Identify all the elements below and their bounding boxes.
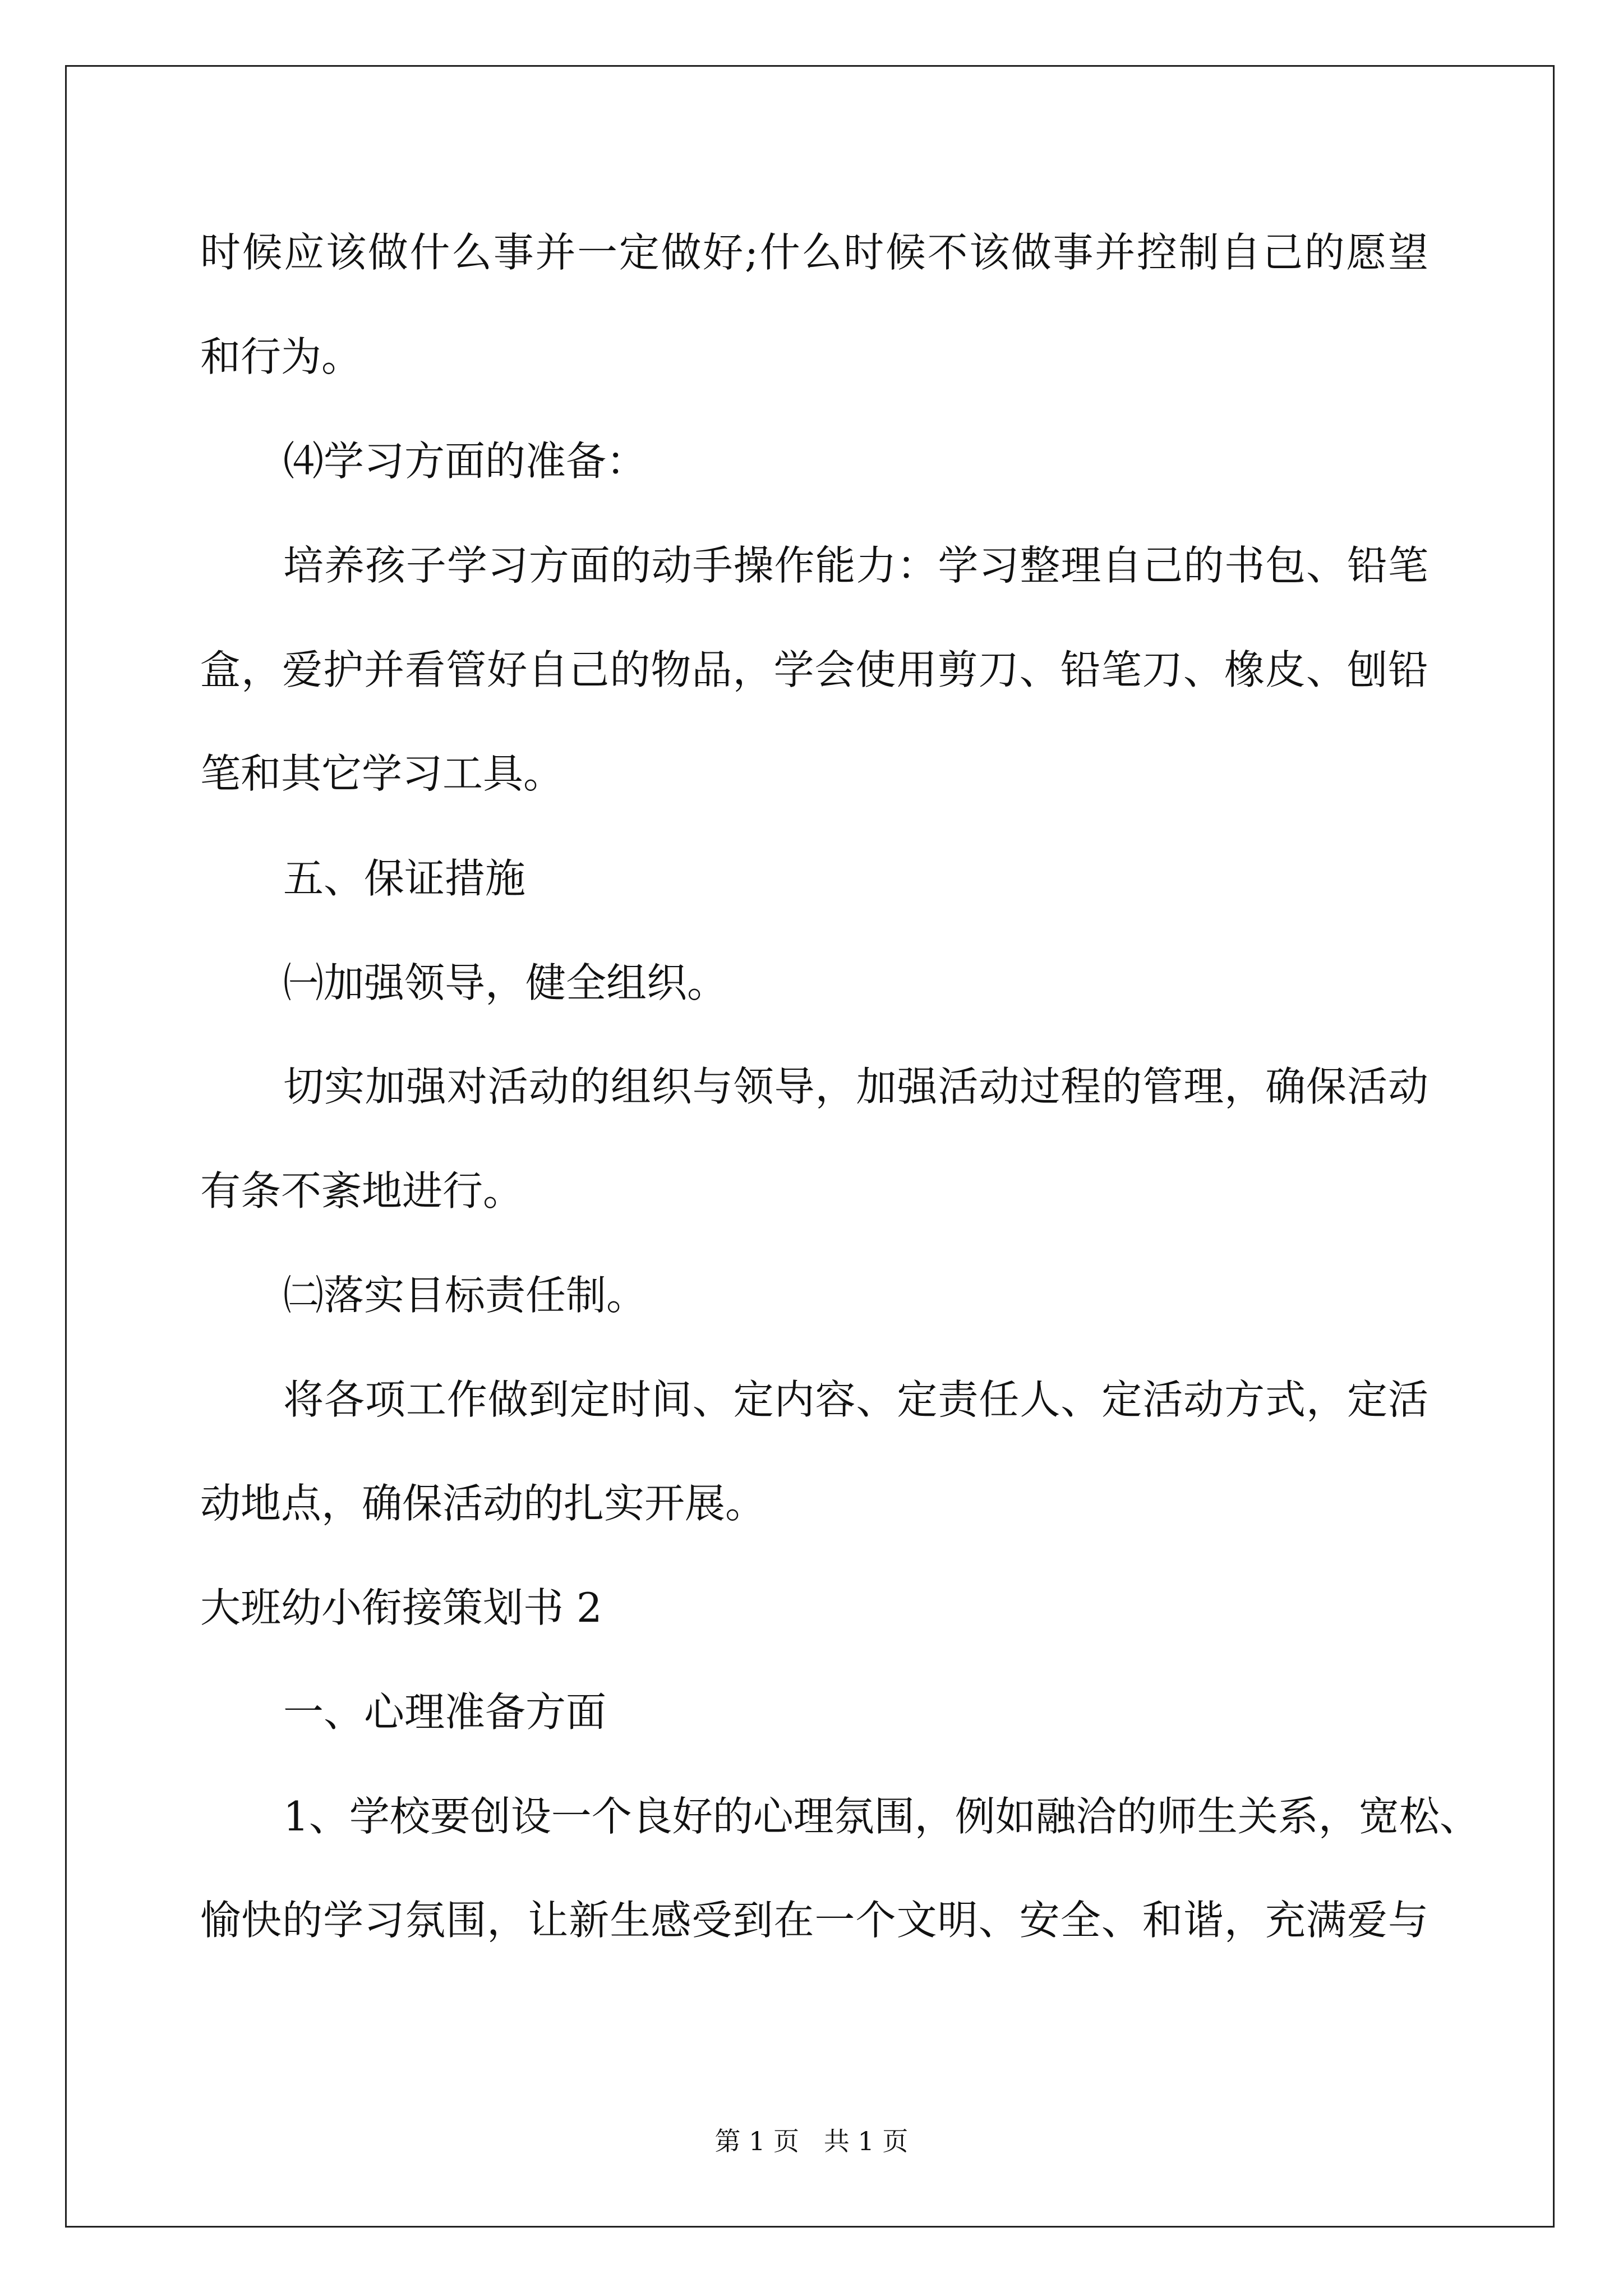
body-text-line: 动地点，确保活动的扎实开展。 [200, 1480, 766, 1527]
section-heading: ㈡落实目标责任制。 [283, 1272, 647, 1319]
document-title: 大班幼小衔接策划书 2 [200, 1584, 602, 1631]
body-text-line: 1、学校要创设一个良好的心理氛围，例如融洽的师生关系，宽松、 [283, 1793, 1480, 1840]
body-text-line: 和行为。 [200, 333, 362, 380]
body-text-line: 培养孩子学习方面的动手操作能力：学习整理自己的书包、铅笔 [283, 542, 1428, 589]
body-text-line: 盒，爱护并看管好自己的物品，学会使用剪刀、铅笔刀、橡皮、刨铅 [200, 646, 1428, 693]
body-text-line: 将各项工作做到定时间、定内容、定责任人、定活动方式，定活 [283, 1376, 1428, 1423]
body-text-line: 笔和其它学习工具。 [200, 750, 564, 797]
body-text-line: 愉快的学习氛围，让新生感受到在一个文明、安全、和谐，充满爱与 [200, 1897, 1428, 1944]
body-text-line: 切实加强对活动的组织与领导，加强活动过程的管理，确保活动 [283, 1063, 1428, 1110]
section-heading: 一、心理准备方面 [283, 1688, 607, 1736]
section-heading: ㈠加强领导，健全组织。 [283, 959, 728, 1006]
section-heading: ⑷学习方面的准备： [283, 438, 647, 485]
page-footer: 第 1 页 共 1 页 [714, 2126, 909, 2156]
body-text-line: 时候应该做什么事并一定做好;什么时候不该做事并控制自己的愿望 [200, 229, 1428, 276]
body-text-line: 有条不紊地进行。 [200, 1167, 524, 1214]
section-heading: 五、保证措施 [283, 855, 526, 902]
